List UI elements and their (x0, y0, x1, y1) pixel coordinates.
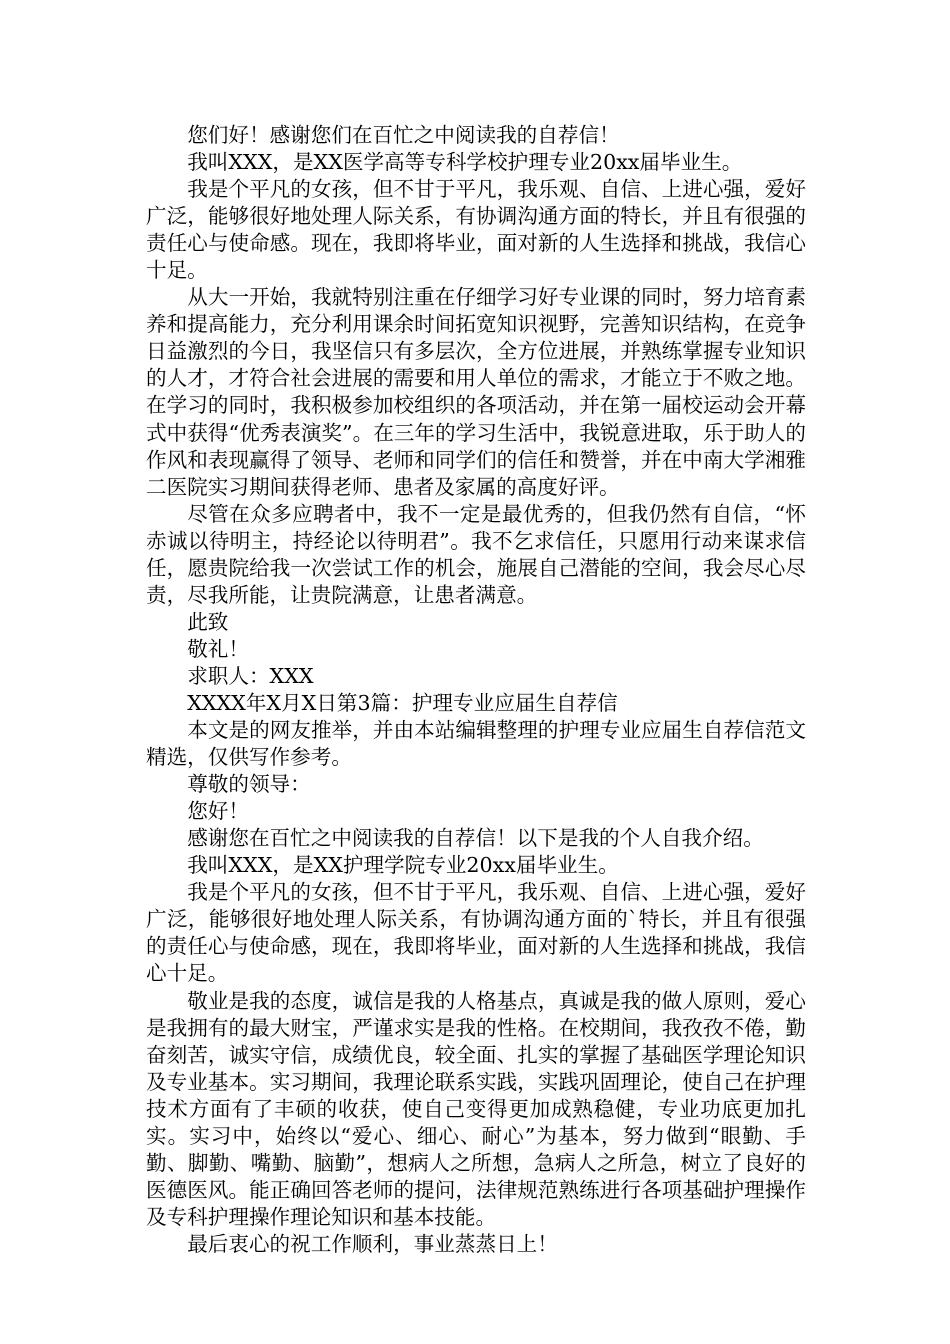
date-and-section-title: XXXX年X月X日第3篇：护理专业应届生自荐信 (187, 690, 618, 715)
hello-line: 您好！ (187, 799, 249, 824)
personality-paragraph: 我是个平凡的女孩，但不甘于平凡，我乐观、自信、上进心强，爱好广泛，能够很好地处理人际关系，有协调沟通方面的特长，并且有很强的责任心与使命感。现在，我即将毕业，面对新的人生选择和挑战，我信心十足。 (146, 177, 806, 283)
confidence-paragraph: 尽管在众多应聘者中，我不一定是最优秀的，但我仍然有自信，“怀赤诚以待明主，持经论以待明君”。我不乞求信任，只愿用行动来谋求信任，愿贵院给我一次尝试工作的机会，施展自己潜能的空间，我会尽心尽责，尽我所能，让贵院满意，让患者满意。 (146, 501, 806, 607)
article-note-paragraph: 本文是的网友推举，并由本站编辑整理的护理专业应届生自荐信范文精选，仅供写作参考。 (146, 718, 806, 770)
greeting-paragraph: 您们好！感谢您们在百忙之中阅读我的自荐信！ (187, 123, 620, 147)
thanks-paragraph: 感谢您在百忙之中阅读我的自荐信！以下是我的个人自我介绍。 (187, 826, 764, 851)
salutation: 尊敬的领导： (187, 772, 311, 797)
self-intro-paragraph: 我叫XXX，是XX医学高等专科学校护理专业20xx届毕业生。 (187, 150, 743, 175)
study-paragraph: 从大一开始，我就特别注重在仔细学习好专业课的同时，努力培育素养和提高能力，充分利用课余时间拓宽知识视野，完善知识结构，在竞争日益激烈的今日，我坚信只有多层次，全方位进展，并熟练掌握专业知识的人才，才符合社会进展的需要和用人单位的需求，才能立于不败之地。在学习的同时，我积极参加校组织的各项活动，并在第一届校运动会开幕式中获得“优秀表演奖”。在三年的学习生活中，我锐意进取，乐于助人的作风和表现赢得了领导、老师和同学们的信任和赞誉，并在中南大学湘雅二医院实习期间获得老师、患者及家属的高度好评。 (146, 285, 806, 499)
closing-salutation: 此致 (187, 609, 229, 634)
personality-paragraph-2: 我是个平凡的女孩，但不甘于平凡，我乐观、自信、上进心强，爱好广泛，能够很好地处理人际关系，有协调沟通方面的`特长，并且有很强的责任心与使命感，现在，我即将毕业，面对新的人生选择和挑战，我信心十足。 (146, 880, 806, 986)
final-wishes-paragraph: 最后衷心的祝工作顺利，事业蒸蒸日上！ (187, 1231, 558, 1256)
document-page (146, 122, 806, 1258)
applicant-signature: 求职人：XXX (187, 663, 314, 688)
closing-regards: 敬礼！ (187, 636, 249, 661)
self-intro-paragraph-2: 我叫XXX，是XX护理学院专业20xx届毕业生。 (187, 853, 619, 878)
dedication-paragraph: 敬业是我的态度，诚信是我的人格基点，真诚是我的做人原则，爱心是我拥有的最大财宝，严谨求实是我的性格。在校期间，我孜孜不倦，勤奋刻苦，诚实守信，成绩优良，较全面、扎实的掌握了基础医学理论知识及专业基本。实习期间，我理论联系实践，实践巩固理论，使自己在护理技术方面有了丰硕的收获，使自己变得更加成熟稳健，专业功底更加扎实。实习中，始终以“爱心、细心、耐心”为基本，努力做到“眼勤、手勤、脚勤、嘴勤、脑勤”，想病人之所想，急病人之所急，树立了良好的医德医风。能正确回答老师的提问，法律规范熟练进行各项基础护理操作及专科护理操作理论知识和基本技能。 (146, 988, 806, 1229)
